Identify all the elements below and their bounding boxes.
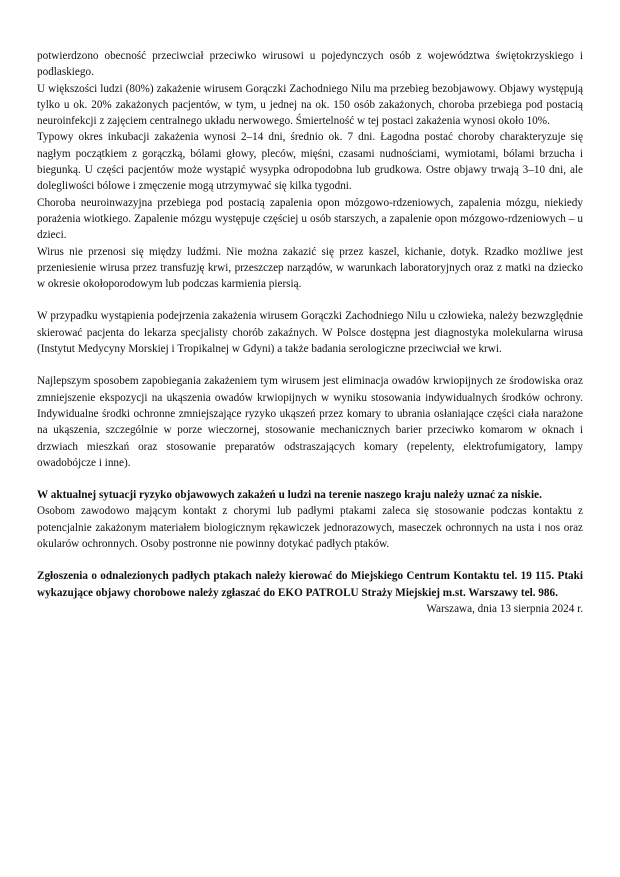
paragraph-risk-assessment: W aktualnej sytuacji ryzyko objawowych zakażeń u ludzi na terenie naszego kraju należy uznać za niskie. [37, 489, 542, 502]
paragraph-neuroinvasive: Choroba neuroinwazyjna przebiega pod postacią zapalenia opon mózgowo-rdzeniowych, zapalenia mózgu, niekiedy porażenia wiotkiego. Zapalenie mózgu występuje częściej u osób starszych, a zapalenie opon mózgowo-rdzeniowych – u dzieci. [37, 196, 583, 242]
paragraph-diagnosis: W przypadku wystąpienia podejrzenia zakażenia wirusem Gorączki Zachodniego Nilu u człowieka, należy bezwzględnie skierować pacjenta do lekarza specjalisty chorób zakaźnych. W Polsce dostępna jest diagnostyka molekularna wirusa (Instytut Medycyny Morskiej i Tropikalnej w Gdyni) a także badania serologiczne przeciwciał we krwi. [37, 310, 583, 356]
spacer [37, 471, 583, 487]
paragraph-reporting-contacts: Zgłoszenia o odnalezionych padłych ptakach należy kierować do Miejskiego Centrum Kontaktu tel. 19 115. Ptaki wykazujące objawy chorobowe należy zgłaszać do EKO PATROLU Straży Miejskiej m.st. Warszawy tel. 986. [37, 570, 583, 599]
document-page [37, 48, 583, 617]
paragraph-protective-measures: Osobom zawodowo mającym kontakt z chorymi lub padłymi ptakami zaleca się stosowanie podczas kontaktu z potencjalnie zakażonym materiałem biologicznym rękawiczek jednorazowych, maseczek ochronnych na usta i nos oraz okularów ochronnych. Osoby postronne nie powinny dotykać padłych ptaków. [37, 505, 583, 551]
spacer [37, 552, 583, 568]
spacer [37, 357, 583, 373]
paragraph-antibodies: potwierdzono obecność przeciwciał przeciwko wirusowi u pojedynczych osób z województwa świętokrzyskiego i podlaskiego. [37, 50, 583, 79]
paragraph-prevention: Najlepszym sposobem zapobiegania zakażeniem tym wirusem jest eliminacja owadów krwiopijnych ze środowiska oraz zmniejszenie ekspozycji na ukąszenia owadów krwiopijnych w wyniku stosowania indywidualnych środków ochrony. Indywidualne środki ochronne zmniejszające ryzyko ukąszeń przez komary to ubrania osłaniające części ciała narażone na ukąszenia, szczególnie w porze wieczornej, stosowanie mechanicznych barier przeciwko komarom w oknach i drzwiach mieszkań oraz stosowanie preparatów odstraszających komary (repelenty, elektrofumigatory, lampy owadobójcze i inne). [37, 375, 583, 469]
document-date: Warszawa, dnia 13 sierpnia 2024 r. [426, 602, 583, 615]
spacer [37, 292, 583, 308]
paragraph-incubation: Typowy okres inkubacji zakażenia wynosi 2–14 dni, średnio ok. 7 dni. Łagodna postać choroby charakteryzuje się nagłym początkiem z gorączką, bólami głowy, pleców, mięśni, czasami nudnościami, wymiotami, bólami brzucha i biegunką. U części pacjentów może wystąpić wysypka odropodobna lub grudkowa. Ostre objawy trwają 3–10 dni, ale dolegliwości bólowe i zmęczenie mogą utrzymywać się kilka tygodni. [37, 131, 583, 193]
paragraph-asymptomatic: U większości ludzi (80%) zakażenie wirusem Gorączki Zachodniego Nilu ma przebieg bezobjawowy. Objawy występują tylko u ok. 20% zakażonych pacjentów, w tym, u jednej na ok. 150 osób zakażonych, choroba przebiega pod postacią neuroinfekcji z zajęciem centralnego układu nerwowego. Śmiertelność w tej postaci zakażenia wynosi około 10%. [37, 82, 583, 128]
paragraph-transmission: Wirus nie przenosi się między ludźmi. Nie można zakazić się przez kaszel, kichanie, dotyk. Rzadko możliwe jest przeniesienie wirusa przez transfuzję krwi, przeszczep narządów, w warunkach laboratoryjnych oraz z matki na dziecko w okresie okołoporodowym lub podczas karmienia piersią. [37, 245, 583, 291]
